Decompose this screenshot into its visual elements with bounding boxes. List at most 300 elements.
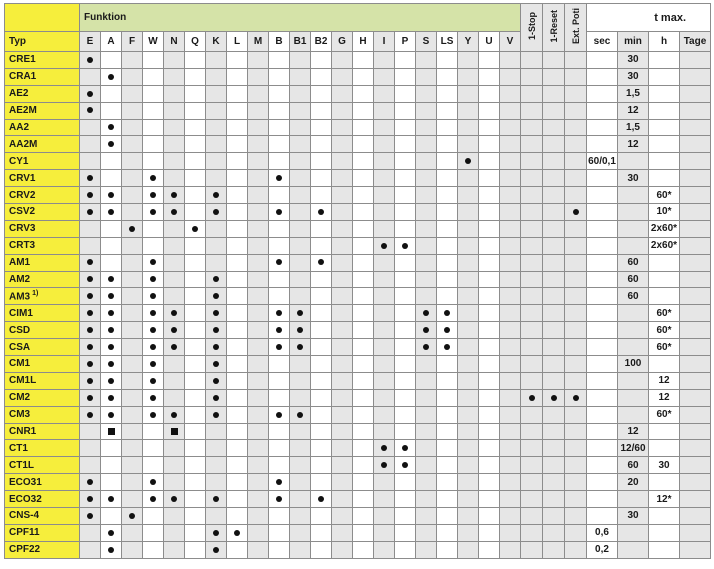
time-cell-tage [680,102,711,119]
func-cell-b1 [290,457,311,474]
dot-marker [108,74,114,80]
func-cell-l [227,423,248,440]
func-cell-k [206,356,227,373]
func-cell-h [353,305,374,322]
dot-marker [87,412,93,418]
func-cell-b1 [290,406,311,423]
func-cell-k [206,524,227,541]
typ-cell [5,389,80,406]
func-cell-a [101,237,122,254]
func-cell-n [164,440,185,457]
time-cell-tage [680,423,711,440]
func-cell-b [269,271,290,288]
func-cell-y [458,52,479,69]
typ-label: CNS-4 [9,510,40,522]
func-cell-g [332,204,353,221]
dot-marker [87,57,93,63]
dot-marker [318,496,324,502]
table-row [5,524,711,541]
func-cell-b1 [290,68,311,85]
func-cell-i [374,356,395,373]
func-cell-b [269,220,290,237]
func-cell-g [332,423,353,440]
func-cell-m [248,187,269,204]
extra-cell-1-reset [543,153,565,170]
func-cell-n [164,204,185,221]
func-cell-ls [437,457,458,474]
func-cell-b2 [311,508,332,525]
time-cell-h [649,153,680,170]
func-cell-b [269,119,290,136]
func-cell-v [500,220,521,237]
func-cell-e [80,68,101,85]
dot-marker [297,327,303,333]
time-cell-sec [587,254,618,271]
typ-label: CSA [9,341,31,353]
func-cell-i [374,389,395,406]
typ-header-spacer [5,4,80,32]
func-cell-v [500,170,521,187]
typ-label: CSV2 [9,206,36,218]
func-cell-b2 [311,136,332,153]
func-cell-s [416,119,437,136]
func-cell-e [80,220,101,237]
func-cell-y [458,254,479,271]
time-cell-tage [680,237,711,254]
func-cell-m [248,305,269,322]
dot-marker [87,513,93,519]
extra-cell-ext-poti [565,305,587,322]
dot-marker [381,462,387,468]
time-cell-tage [680,541,711,558]
func-cell-v [500,491,521,508]
func-cell-b [269,524,290,541]
func-cell-e [80,271,101,288]
func-cell-k [206,102,227,119]
func-cell-w [143,68,164,85]
func-cell-l [227,85,248,102]
func-cell-a [101,136,122,153]
extra-cell-ext-poti [565,153,587,170]
func-cell-w [143,356,164,373]
func-cell-k [206,170,227,187]
func-cell-n [164,136,185,153]
dot-marker [423,327,429,333]
func-cell-b1 [290,524,311,541]
time-cell-sec [587,136,618,153]
func-cell-s [416,524,437,541]
func-cell-i [374,68,395,85]
func-cell-n [164,524,185,541]
func-cell-a [101,372,122,389]
func-header-b1: B1 [290,32,311,52]
dot-marker [150,175,156,181]
dot-marker [108,293,114,299]
dot-marker [213,192,219,198]
func-cell-k [206,305,227,322]
time-cell-h [649,423,680,440]
table-row [5,423,711,440]
func-cell-u [479,288,500,305]
func-cell-s [416,457,437,474]
func-cell-a [101,541,122,558]
func-cell-ls [437,406,458,423]
func-cell-s [416,322,437,339]
table-row [5,406,711,423]
func-cell-u [479,220,500,237]
extra-cell-ext-poti [565,237,587,254]
time-cell-sec [587,508,618,525]
func-cell-v [500,153,521,170]
extra-cell-1-stop [521,339,543,356]
typ-cell [5,474,80,491]
func-cell-i [374,204,395,221]
dot-marker [150,293,156,299]
func-cell-s [416,220,437,237]
func-cell-e [80,237,101,254]
func-cell-w [143,423,164,440]
func-cell-k [206,423,227,440]
time-cell-tage [680,389,711,406]
time-cell-min: 60 [618,457,649,474]
table-row [5,153,711,170]
func-cell-f [122,339,143,356]
extra-cell-ext-poti [565,339,587,356]
time-cell-h [649,271,680,288]
extra-cell-1-stop [521,136,543,153]
func-cell-e [80,541,101,558]
extra-header-ext-poti [565,4,587,52]
func-cell-v [500,271,521,288]
square-marker [108,428,115,435]
func-cell-i [374,541,395,558]
time-cell-tage [680,372,711,389]
typ-cell [5,440,80,457]
dot-marker [213,361,219,367]
dot-marker [213,310,219,316]
func-cell-b1 [290,305,311,322]
time-cell-sec [587,119,618,136]
func-cell-b1 [290,491,311,508]
func-cell-i [374,322,395,339]
extra-cell-1-stop [521,372,543,389]
func-cell-k [206,508,227,525]
func-header-l: L [227,32,248,52]
dot-marker [171,496,177,502]
extra-cell-ext-poti [565,491,587,508]
func-cell-l [227,102,248,119]
func-cell-u [479,305,500,322]
extra-cell-1-reset [543,170,565,187]
extra-cell-ext-poti [565,68,587,85]
func-cell-a [101,389,122,406]
func-cell-n [164,356,185,373]
func-cell-a [101,339,122,356]
func-cell-b [269,508,290,525]
time-cell-tage [680,52,711,69]
func-cell-ls [437,271,458,288]
func-cell-s [416,288,437,305]
func-cell-u [479,322,500,339]
extra-cell-1-reset [543,68,565,85]
time-cell-h [649,254,680,271]
func-cell-b1 [290,153,311,170]
time-cell-min: 60 [618,254,649,271]
extra-cell-1-reset [543,102,565,119]
func-cell-e [80,170,101,187]
func-cell-i [374,153,395,170]
dot-marker [213,412,219,418]
typ-label: CM1 [9,358,31,370]
typ-label: CT1 [9,442,28,454]
typ-label: AA2M [9,138,38,150]
func-cell-e [80,339,101,356]
func-cell-k [206,372,227,389]
func-cell-f [122,389,143,406]
func-cell-m [248,524,269,541]
func-header-p: P [395,32,416,52]
func-cell-n [164,474,185,491]
dot-marker [297,344,303,350]
time-cell-h: 10* [649,204,680,221]
func-cell-u [479,237,500,254]
extra-cell-1-stop [521,85,543,102]
func-cell-n [164,372,185,389]
extra-header-1-stop [521,4,543,52]
extra-cell-ext-poti [565,187,587,204]
func-cell-ls [437,541,458,558]
time-cell-h [649,508,680,525]
func-cell-h [353,406,374,423]
func-cell-s [416,237,437,254]
func-cell-v [500,541,521,558]
func-cell-b1 [290,187,311,204]
func-cell-e [80,153,101,170]
func-cell-q [185,271,206,288]
func-cell-s [416,406,437,423]
square-marker [171,428,178,435]
typ-cell [5,271,80,288]
func-cell-b [269,457,290,474]
time-cell-min: 60 [618,288,649,305]
func-cell-q [185,119,206,136]
func-cell-y [458,204,479,221]
extra-cell-ext-poti [565,85,587,102]
table-row [5,457,711,474]
func-cell-p [395,187,416,204]
func-cell-p [395,491,416,508]
func-cell-n [164,187,185,204]
dot-marker [276,175,282,181]
extra-cell-1-stop [521,541,543,558]
table-row [5,339,711,356]
time-cell-min [618,524,649,541]
func-cell-f [122,187,143,204]
time-cell-h: 60* [649,322,680,339]
func-cell-n [164,237,185,254]
func-cell-h [353,288,374,305]
func-cell-l [227,237,248,254]
dot-marker [150,479,156,485]
func-cell-v [500,204,521,221]
func-cell-f [122,474,143,491]
func-header-k: K [206,32,227,52]
func-cell-p [395,389,416,406]
func-cell-w [143,288,164,305]
dot-marker [551,395,557,401]
func-cell-ls [437,153,458,170]
dot-marker [213,344,219,350]
func-cell-p [395,237,416,254]
func-cell-s [416,102,437,119]
func-header-ls: LS [437,32,458,52]
func-cell-l [227,440,248,457]
func-cell-q [185,423,206,440]
func-cell-b [269,237,290,254]
func-cell-m [248,136,269,153]
dot-marker [150,259,156,265]
func-cell-k [206,474,227,491]
func-cell-f [122,119,143,136]
func-cell-g [332,508,353,525]
func-header-u: U [479,32,500,52]
typ-label: CIM1 [9,307,33,319]
func-cell-b1 [290,119,311,136]
func-cell-b1 [290,102,311,119]
func-cell-ls [437,204,458,221]
func-cell-p [395,170,416,187]
extra-cell-1-reset [543,372,565,389]
func-cell-b2 [311,153,332,170]
func-cell-i [374,474,395,491]
func-cell-y [458,68,479,85]
func-cell-l [227,119,248,136]
time-cell-tage [680,322,711,339]
func-cell-a [101,322,122,339]
func-cell-b2 [311,372,332,389]
time-cell-min: 30 [618,68,649,85]
func-cell-b2 [311,356,332,373]
func-cell-p [395,85,416,102]
extra-cell-1-stop [521,322,543,339]
func-cell-u [479,170,500,187]
time-cell-min: 1,5 [618,119,649,136]
dot-marker [87,378,93,384]
dot-marker [87,276,93,282]
func-cell-y [458,508,479,525]
func-cell-b1 [290,237,311,254]
func-cell-h [353,440,374,457]
typ-label: CY1 [9,155,29,167]
func-cell-s [416,136,437,153]
func-cell-k [206,68,227,85]
func-cell-b1 [290,339,311,356]
typ-cell [5,102,80,119]
time-cell-h [649,541,680,558]
dot-marker [108,209,114,215]
typ-label: CRV1 [9,172,36,184]
typ-label: CPF22 [9,544,41,556]
time-cell-h [649,68,680,85]
func-cell-s [416,52,437,69]
func-cell-v [500,102,521,119]
func-cell-b2 [311,68,332,85]
func-header-f: F [122,32,143,52]
func-cell-i [374,372,395,389]
func-cell-s [416,491,437,508]
func-cell-q [185,356,206,373]
func-header-s: S [416,32,437,52]
extra-cell-ext-poti [565,474,587,491]
func-cell-b [269,85,290,102]
extra-cell-1-stop [521,271,543,288]
func-cell-n [164,254,185,271]
func-cell-f [122,102,143,119]
func-cell-b [269,389,290,406]
time-cell-sec [587,288,618,305]
typ-label: CPF11 [9,527,40,539]
func-cell-h [353,389,374,406]
func-cell-b2 [311,305,332,322]
func-cell-g [332,541,353,558]
dot-marker [529,395,535,401]
time-cell-sec [587,474,618,491]
func-cell-a [101,68,122,85]
func-cell-y [458,220,479,237]
func-cell-i [374,406,395,423]
func-cell-v [500,339,521,356]
func-cell-n [164,271,185,288]
func-cell-n [164,220,185,237]
func-cell-n [164,305,185,322]
func-header-y: Y [458,32,479,52]
func-cell-q [185,187,206,204]
func-cell-l [227,372,248,389]
func-cell-ls [437,85,458,102]
func-cell-w [143,220,164,237]
func-cell-h [353,524,374,541]
func-cell-k [206,119,227,136]
func-cell-g [332,406,353,423]
func-header-v: V [500,32,521,52]
extra-cell-ext-poti [565,322,587,339]
func-cell-i [374,187,395,204]
func-cell-s [416,187,437,204]
func-cell-e [80,356,101,373]
extra-cell-1-reset [543,220,565,237]
func-cell-s [416,271,437,288]
func-cell-b2 [311,339,332,356]
time-cell-h: 30 [649,457,680,474]
func-cell-y [458,85,479,102]
func-cell-s [416,254,437,271]
func-cell-w [143,457,164,474]
dot-marker [423,344,429,350]
dot-marker [213,395,219,401]
func-cell-ls [437,170,458,187]
extra-cell-1-reset [543,491,565,508]
func-cell-b [269,305,290,322]
func-cell-y [458,541,479,558]
dot-marker [573,209,579,215]
func-cell-f [122,153,143,170]
extra-header-label: 1-Stop [526,12,537,40]
table-row [5,68,711,85]
time-cell-h [649,85,680,102]
func-cell-e [80,136,101,153]
time-cell-min [618,389,649,406]
func-cell-w [143,491,164,508]
